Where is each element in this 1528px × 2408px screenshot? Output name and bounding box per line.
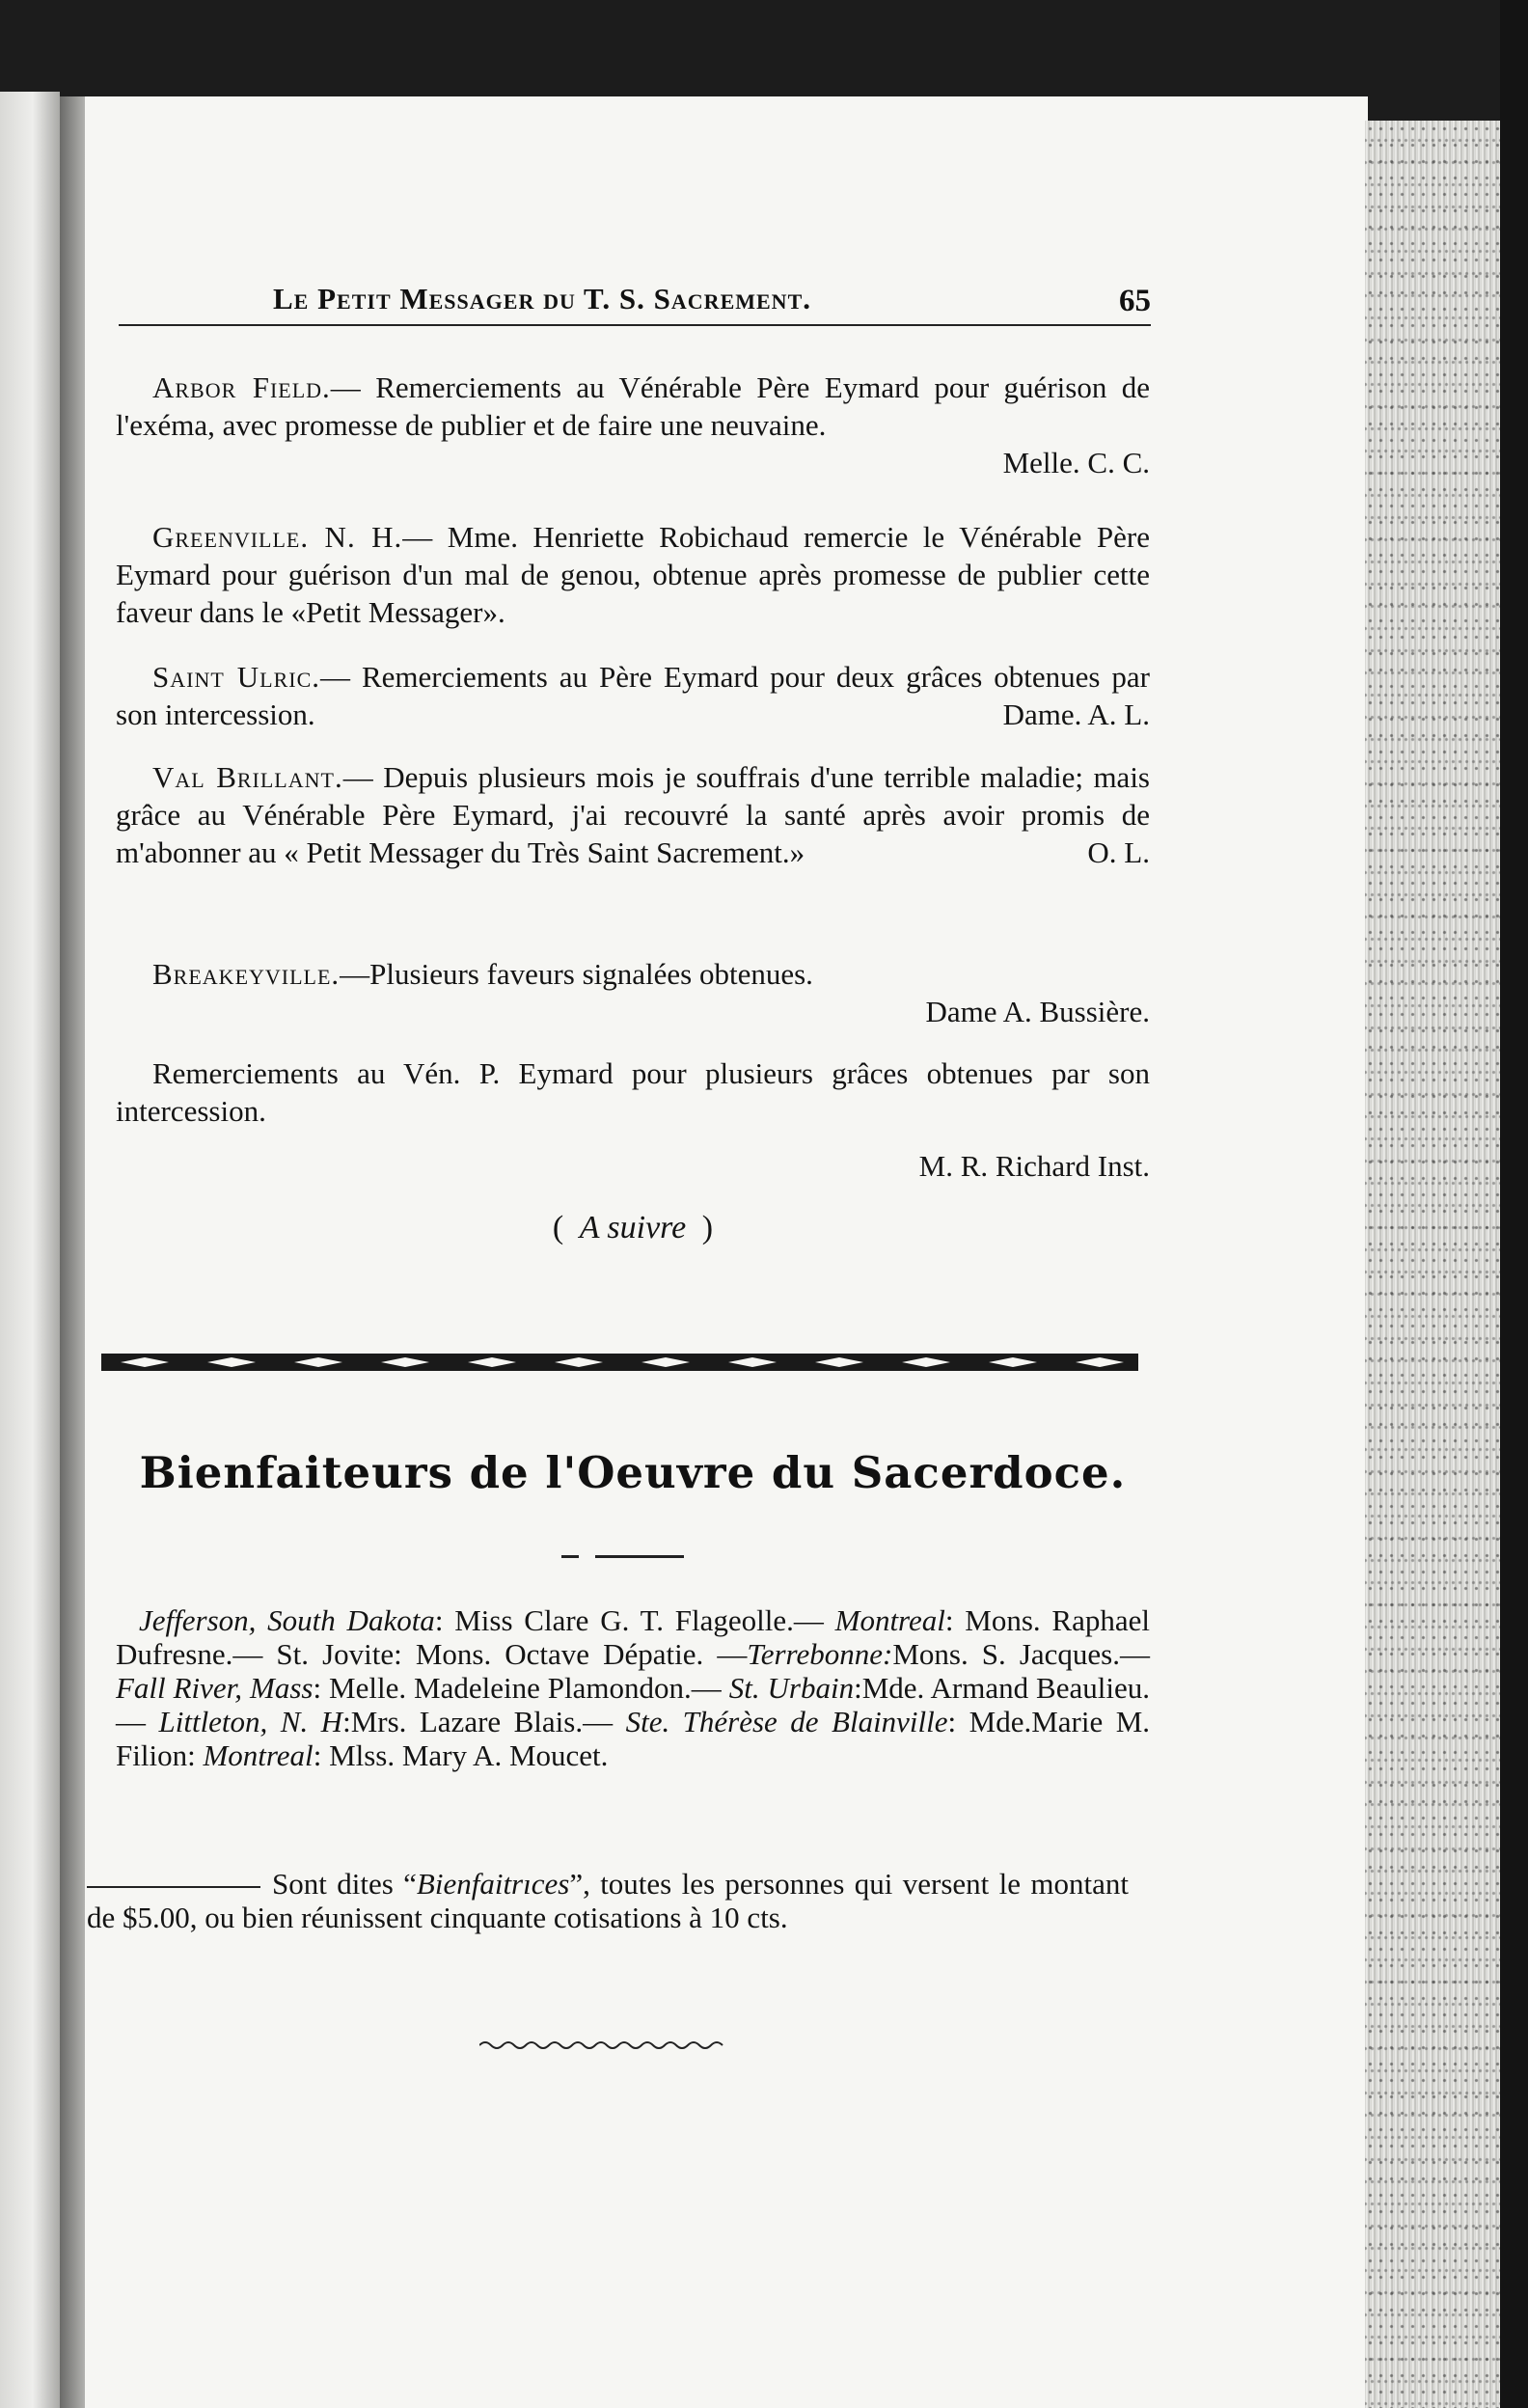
entry-4 [116, 758, 1150, 871]
entry-1 [116, 369, 1150, 481]
benefactor-place: Jefferson, South Dakota [139, 1603, 435, 1637]
benefactor-name: Mlss. Mary A. Moucet. [329, 1738, 609, 1772]
entry-body: —Plusieurs faveurs signalées obtenues. [340, 957, 813, 991]
benefactor-name: Mons. Raphael Dufresne.— St. Jovite: Mons. Octave Dépatie. — [116, 1603, 1150, 1671]
benefactor-name: Mde.Marie M. Filion: [116, 1705, 1151, 1772]
entry-signature: M. R. Richard Inst. [918, 1149, 1150, 1183]
separator: : [434, 1603, 455, 1637]
entry-place: Breakeyville. [152, 957, 341, 991]
benefactor-note [87, 1867, 1129, 1934]
entry-signature: Dame. A. L. [1002, 698, 1150, 731]
entry-2 [116, 518, 1150, 631]
page-edge-speckle [1365, 121, 1500, 2408]
benefactor-place: Terrebonne: [747, 1637, 893, 1671]
ornament-band [101, 1351, 1138, 1374]
benefactor-place: Fall River, Mass [116, 1671, 314, 1705]
continued-note: ( A suivre ) [552, 1210, 714, 1245]
benefactor-place: Montreal [203, 1738, 314, 1772]
entry-text [116, 369, 1150, 444]
separator: : [313, 1671, 330, 1705]
entry-body: — Mme. Henriette Robichaud remercie le Vénérable Père Eymard pour guérison d'un mal de genou, obtenue après promesse de publier cette faveur dans le «Petit Messager». [116, 520, 1150, 629]
short-rule [561, 1555, 579, 1558]
entry-signature: Melle. C. C. [1002, 446, 1150, 479]
entry-signature: O. L. [1087, 835, 1150, 869]
entry-text [116, 1054, 1150, 1130]
entry-text [116, 518, 1150, 631]
benefactor-name: Mrs. Lazare Blais.— [350, 1705, 626, 1738]
separator: : [854, 1671, 862, 1705]
continued-text: A suivre [579, 1210, 687, 1245]
entry-place: Arbor Field. [152, 370, 331, 404]
note-text: Sont dites “ [272, 1867, 417, 1901]
entry-place: Val Brillant. [152, 760, 343, 794]
benefactor-name: Mons. S. Jacques.— [892, 1637, 1150, 1671]
benefactor-place: Littleton, N. H [158, 1705, 343, 1738]
entry-place: Greenville. N. H. [152, 520, 403, 554]
separator: : [947, 1705, 969, 1738]
note-rule [87, 1886, 260, 1888]
benefactor-place: Ste. Thérèse de Blainville [625, 1705, 948, 1738]
separator: : [944, 1603, 966, 1637]
entry-place: Saint Ulric. [152, 660, 320, 694]
entry-body: — Depuis plusieurs mois je souffrais d'une terrible maladie; mais grâce au Vénérable Père Eymard, j'ai recouvré la santé après avoir promis de m'abonner au « Petit Messager du Très Saint Sacrement.» [116, 760, 1150, 869]
benefactor-place: St. Urbain [728, 1671, 855, 1705]
entry-5 [116, 955, 1150, 1030]
header-rule [119, 324, 1151, 326]
page-number: 65 [1119, 284, 1151, 318]
entry-body: — Remerciements au Vénérable Père Eymard pour guérison de l'exéma, avec promesse de publier et de faire une neuvaine. [116, 370, 1150, 442]
benefactor-name: Mde. Armand Beaulieu.— [116, 1671, 1150, 1738]
short-rule [595, 1555, 684, 1558]
section-title: Bienfaiteurs de l'Oeuvre du Sacerdoce. [139, 1447, 1127, 1498]
entry-body: Remerciements au Vén. P. Eymard pour plusieurs grâces obtenues par son intercession. [116, 1056, 1150, 1128]
entry-body: — Remerciements au Père Eymard pour deux grâces obtenues par son intercession. [116, 660, 1151, 731]
benefactor-name: Melle. Madeleine Plamondon.— [329, 1671, 729, 1705]
wave-ornament [479, 2038, 730, 2053]
benefactors-list [116, 1603, 1150, 1772]
separator: : [313, 1738, 330, 1772]
benefactor-place: Montreal [834, 1603, 945, 1637]
entry-text [116, 955, 1150, 993]
entry-6 [116, 1054, 1150, 1185]
note-text: ”, toutes les personnes qui versent le montant de $5.00, ou bien réunissent cinquante cotisations à 10 cts. [87, 1867, 1129, 1934]
separator: : [342, 1705, 351, 1738]
running-head-title: Le Petit Messager du T. S. Sacrement. [273, 282, 811, 315]
note-emphasis: Bienfaitrıces [416, 1867, 570, 1901]
entry-signature: Dame A. Bussière. [925, 995, 1150, 1028]
benefactor-name: Miss Clare G. T. Flageolle.— [454, 1603, 835, 1637]
left-page-edge [0, 92, 60, 2408]
scanner-background [1500, 0, 1528, 2408]
entry-3 [116, 658, 1150, 733]
